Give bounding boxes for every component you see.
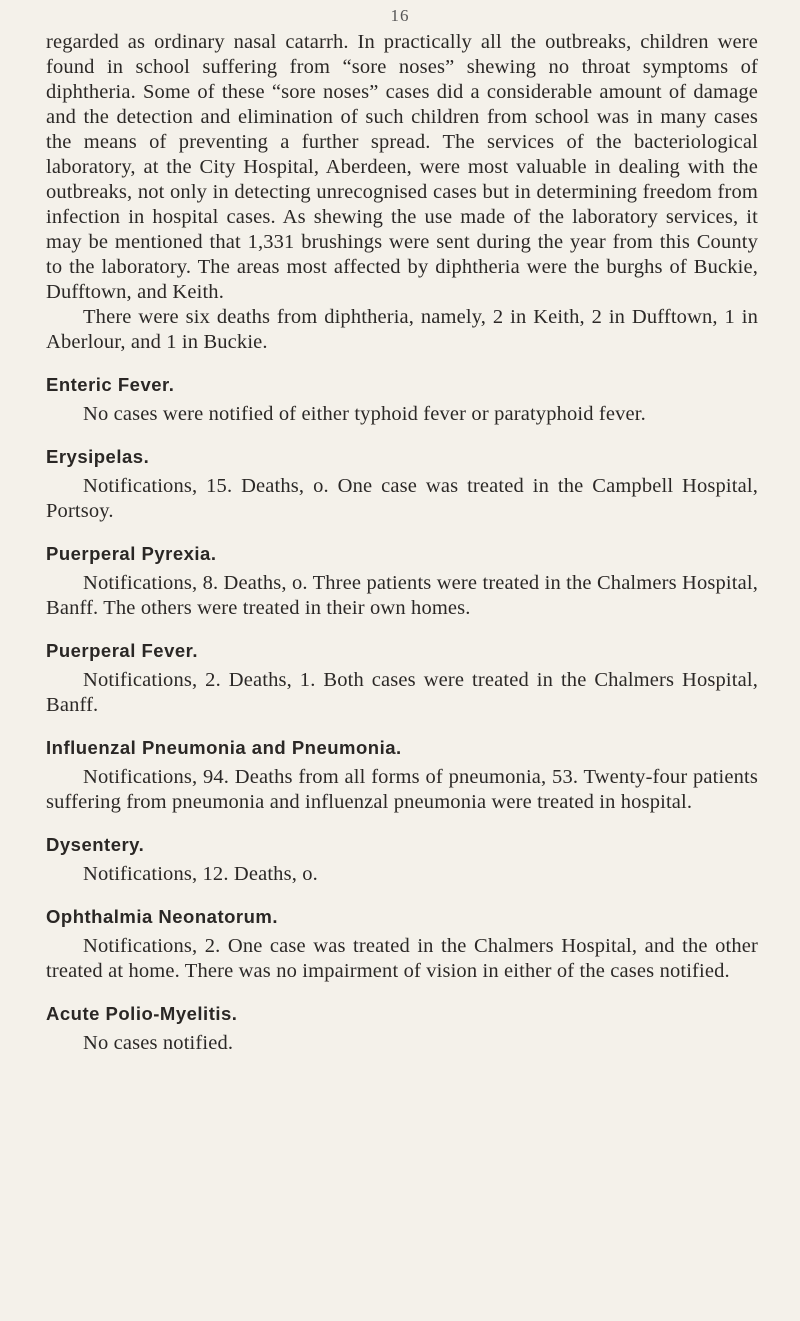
diphtheria-deaths-paragraph: There were six deaths from diphtheria, namely, 2 in Keith, 2 in Dufftown, 1 in Aberlour, and 1 in Buckie.: [46, 306, 758, 353]
section-text: Notifications, 94. Deaths from all forms of pneumonia, 53. Twenty-four patients suffering from pneumonia and influenzal pneumonia were treated in hospital.: [46, 766, 758, 813]
section-text: Notifications, 2. One case was treated in the Chalmers Hospital, and the other treated at home. There was no impairment of vision in either of the cases notified.: [46, 935, 758, 982]
section-puerperal-pyrexia: [46, 543, 758, 621]
section-heading: Acute Polio-Myelitis.: [46, 1003, 238, 1024]
section-heading: Influenzal Pneumonia and Pneumonia.: [46, 737, 402, 758]
section-text: No cases were notified of either typhoid fever or paratyphoid fever.: [83, 403, 646, 425]
section-pneumonia: [46, 737, 758, 815]
section-enteric-fever: [46, 374, 758, 427]
section-heading: Enteric Fever.: [46, 374, 175, 395]
report-body: [46, 30, 758, 1056]
section-puerperal-fever: [46, 640, 758, 718]
page-number: 16: [390, 6, 410, 25]
section-heading: Puerperal Fever.: [46, 640, 198, 661]
section-ophthalmia-neonatorum: [46, 906, 758, 984]
section-heading: Erysipelas.: [46, 446, 150, 467]
section-heading: Dysentery.: [46, 834, 145, 855]
section-erysipelas: [46, 446, 758, 524]
section-text: Notifications, 2. Deaths, 1. Both cases were treated in the Chalmers Hospital, Banff.: [46, 669, 758, 716]
section-text: Notifications, 8. Deaths, o. Three patients were treated in the Chalmers Hospital, Banff. The others were treated in their own homes.: [46, 572, 758, 619]
section-text: Notifications, 12. Deaths, o.: [83, 863, 318, 885]
section-dysentery: [46, 834, 758, 887]
section-heading: Ophthalmia Neonatorum.: [46, 906, 278, 927]
section-heading: Puerperal Pyrexia.: [46, 543, 217, 564]
section-text: No cases notified.: [83, 1032, 234, 1054]
section-acute-polio-myelitis: [46, 1003, 758, 1056]
section-text: Notifications, 15. Deaths, o. One case was treated in the Campbell Hospital, Portsoy.: [46, 475, 758, 522]
diphtheria-paragraph-1: regarded as ordinary nasal catarrh. In practically all the outbreaks, children were found in school suffering from “sore noses” shewing no throat symptoms of diphtheria. Some of these “sore noses” cases did a considerable amount of damage and the detection and elimination of such children from school was in many cases the means of preventing a further spread. The services of the bacteriological laboratory, at the City Hospital, Aberdeen, were most valuable in dealing with the outbreaks, not only in detecting unrecognised cases but in determining freedom from infection in hospital cases. As shewing the use made of the laboratory services, it may be mentioned that 1,331 brushings were sent during the year from this County to the laboratory. The areas most affected by diphtheria were the burghs of Buckie, Dufftown, and Keith.: [46, 31, 758, 303]
